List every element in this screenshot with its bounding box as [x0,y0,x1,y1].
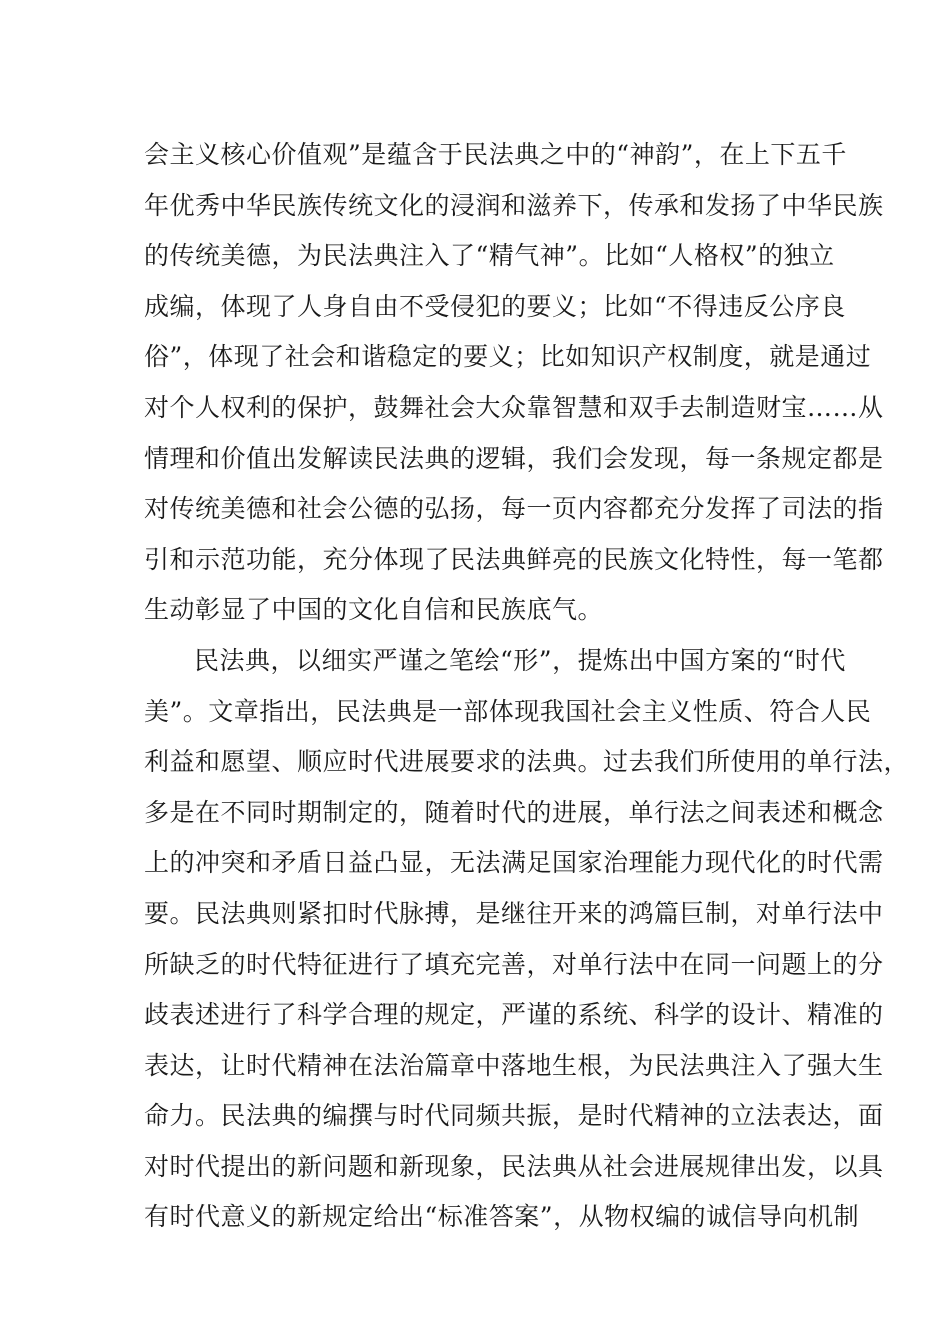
text-line: 俗”，体现了社会和谐稳定的要义；比如知识产权制度，就是通过 [144,342,872,372]
text-line: 美”。文章指出，民法典是一部体现我国社会主义性质、符合人民 [144,696,872,726]
text-line: 生动彰显了中国的文化自信和民族底气。 [144,595,604,625]
text-line: 利益和愿望、顺应时代进展要求的法典。过去我们所使用的单行法， [144,747,910,777]
text-line: 歧表述进行了科学合理的规定，严谨的系统、科学的设计、精准的 [144,1000,884,1030]
text-line: 对时代提出的新问题和新现象，民法典从社会进展规律出发，以具 [144,1151,884,1181]
text-line: 对传统美德和社会公德的弘扬，每一页内容都充分发挥了司法的指 [144,494,884,524]
text-line: 年优秀中华民族传统文化的浸润和滋养下，传承和发扬了中华民族 [144,190,884,220]
text-line: 会主义核心价值观”是蕴含于民法典之中的“神韵”，在上下五千 [144,140,847,169]
text-line: 有时代意义的新规定给出“标准答案”，从物权编的诚信导向机制 [144,1202,860,1232]
text-line: 成编，体现了人身自由不受侵犯的要义；比如“不得违反公序良 [144,291,846,321]
text-line: 多是在不同时期制定的，随着时代的进展，单行法之间表述和概念 [144,797,884,827]
text-line: 引和示范功能，充分体现了民法典鲜亮的民族文化特性，每一笔都 [144,544,884,574]
body-text [144,130,910,1243]
text-line: 上的冲突和矛盾日益凸显，无法满足国家治理能力现代化的时代需 [144,848,884,878]
text-line: 表达，让时代精神在法治篇章中落地生根，为民法典注入了强大生 [144,1050,884,1080]
text-line: 所缺乏的时代特征进行了填充完善，对单行法中在同一问题上的分 [144,949,884,979]
text-line: 民法典，以细实严谨之笔绘“形”，提炼出中国方案的“时代 [194,645,846,675]
text-line: 命力。民法典的编撰与时代同频共振，是时代精神的立法表达，面 [144,1101,884,1131]
text-line: 的传统美德，为民法典注入了“精气神”。比如“人格权”的独立 [144,241,835,271]
text-line: 要。民法典则紧扣时代脉搏，是继往开来的鸿篇巨制，对单行法中 [144,898,884,928]
text-line: 对个人权利的保护，鼓舞社会大众靠智慧和双手去制造财宝……从 [144,392,884,422]
text-line: 情理和价值出发解读民法典的逻辑，我们会发现，每一条规定都是 [144,443,884,473]
